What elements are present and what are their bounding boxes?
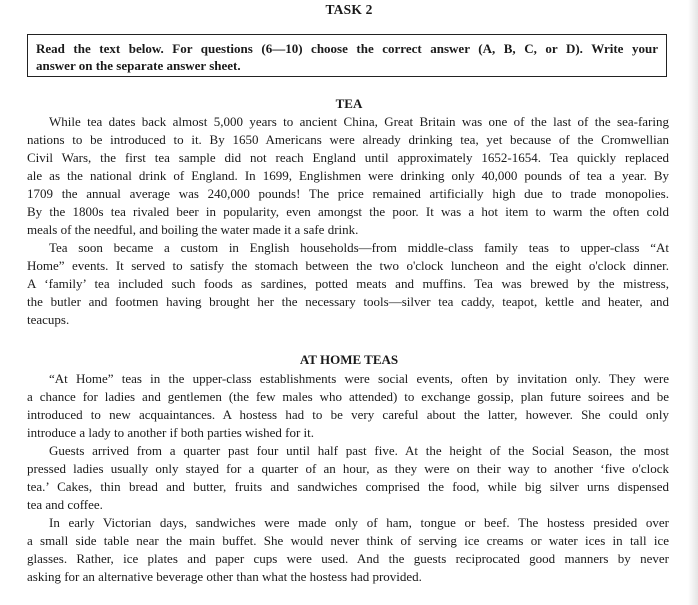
task-title: TASK 2 bbox=[325, 2, 373, 17]
paragraph bbox=[27, 370, 669, 442]
paragraph bbox=[27, 113, 669, 239]
text-line: Civil Wars, the first tea sample did not reach England until approximately 1652-1654. Tea quickly replaced bbox=[27, 150, 669, 165]
section-title-tea: TEA bbox=[335, 96, 363, 111]
text-line: pressed ladies usually only stayed for a quarter of an hour, as they were on their way to another ‘five o'clock bbox=[27, 461, 669, 476]
paragraph bbox=[27, 239, 669, 329]
text-line: Tea soon became a custom in English households—from middle-class family teas to upper-class “At bbox=[49, 240, 669, 255]
text-line: nations to be introduced to it. By 1650 Americans were already drinking tea, yet because of the Cromwellian bbox=[27, 132, 669, 147]
text-line: tea.’ Cakes, thin bread and butter, fruits and sandwiches comprised the food, while big silver urns dispensed bbox=[27, 479, 669, 494]
text-line: introduced to new acquaintances. A hostess had to be very careful about the latter, however. She could only bbox=[27, 407, 669, 422]
text-line: introduce a lady to another if both parties wished for it. bbox=[27, 425, 315, 440]
text-line: a small side table near the main buffet. She would never think of serving ice creams or water ices in tall ice bbox=[27, 533, 669, 548]
text-line: tea and coffee. bbox=[27, 497, 103, 512]
text-line: ale as the national drink of England. In 1699, Englishmen were drinking only 40,000 pounds of tea a year. By bbox=[27, 168, 669, 183]
text-line: Guests arrived from a quarter past four until half past five. At the height of the Social Season, the most bbox=[49, 443, 669, 458]
text-line: 1709 the annual average was 240,000 pounds! The price remained artificially high due to trade monopolies. bbox=[27, 186, 669, 201]
text-line: In early Victorian days, sandwiches were made only of ham, tongue or beef. The hostess presided over bbox=[49, 515, 669, 530]
text-line: the butler and footmen having brought her the necessary tools—silver tea caddy, teapot, kettle and heater, and bbox=[27, 294, 669, 309]
section-title-at-home-teas: AT HOME TEAS bbox=[299, 352, 399, 367]
text-line: meals of the needful, and boiling the water made it a safe drink. bbox=[27, 222, 359, 237]
text-line: a chance for ladies and gentlemen (the few males who attended) to exchange gossip, plan future soirees and be bbox=[27, 389, 669, 404]
text-line: “At Home” teas in the upper-class establishments were social events, often by invitation only. They were bbox=[49, 371, 669, 386]
text-line: asking for an alternative beverage other than what the hostess had provided. bbox=[27, 569, 422, 584]
text-line: Home” events. It served to satisfy the stomach between the two o'clock luncheon and the eight o'clock dinner. bbox=[27, 258, 669, 273]
text-line: teacups. bbox=[27, 312, 70, 327]
page-edge-shadow bbox=[688, 0, 698, 605]
text-line: glasses. Rather, ice plates and paper cups were used. And the guests reciprocated good manners by never bbox=[27, 551, 669, 566]
text-line: A ‘family’ tea included such foods as sardines, potted meats and muffins. Tea was brewed by the mistress, bbox=[27, 276, 669, 291]
instructions-box bbox=[27, 34, 667, 77]
paragraph bbox=[27, 442, 669, 514]
text-line: By the 1800s tea rivaled beer in popularity, even amongst the poor. It was a hot item to warm the often cold bbox=[27, 204, 669, 219]
text-line: While tea dates back almost 5,000 years to ancient China, Great Britain was one of the last of the sea-faring bbox=[49, 114, 669, 129]
instructions-line: answer on the separate answer sheet. bbox=[36, 58, 241, 73]
instructions-line: Read the text below. For questions (6—10) choose the correct answer (A, B, C, or D). Write your bbox=[36, 41, 658, 56]
paragraph bbox=[27, 514, 669, 586]
